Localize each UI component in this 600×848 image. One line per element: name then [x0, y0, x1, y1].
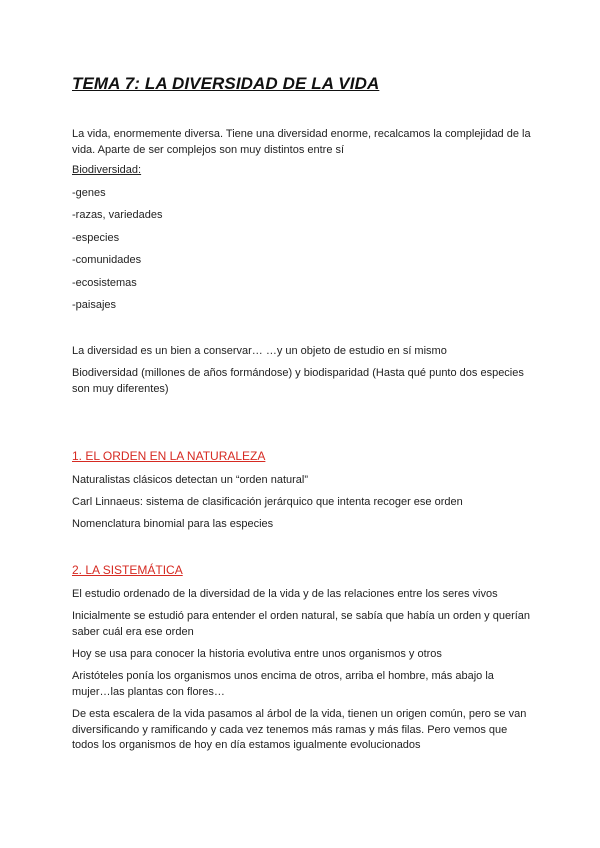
conserve-paragraph: La diversidad es un bien a conservar… …y un objeto de estudio en sí mismo — [72, 345, 447, 357]
biodiversity-item-comunidades: -comunidades — [72, 254, 142, 266]
biodiversity-item-especies: -especies — [72, 232, 120, 244]
section-1-heading: 1. EL ORDEN EN LA NATURALEZA — [72, 449, 266, 463]
section-2-heading: 2. LA SISTEMÁTICA — [72, 563, 183, 577]
intro-paragraph: La vida, enormemente diversa. Tiene una diversidad enorme, recalcamos la complejidad de la vida. Aparte de ser complejos son muy distintos entre sí — [72, 128, 531, 156]
section-2-paragraph: Aristóteles ponía los organismos unos encima de otros, arriba el hombre, más abajo la mujer…las plantas con flores… — [72, 670, 494, 698]
biodiversity-item-genes: -genes — [72, 187, 106, 199]
section-2-paragraph: El estudio ordenado de la diversidad de la vida y de las relaciones entre los seres vivos — [72, 588, 498, 600]
biodiversity-item-ecosistemas: -ecosistemas — [72, 277, 137, 289]
biodiversity-item-razas: -razas, variedades — [72, 209, 163, 221]
section-2-paragraph: Hoy se usa para conocer la historia evolutiva entre unos organismos y otros — [72, 648, 442, 660]
section-1-paragraph: Naturalistas clásicos detectan un “orden natural” — [72, 474, 309, 486]
section-1-paragraph: Nomenclatura binomial para las especies — [72, 518, 274, 530]
section-2-paragraph: Inicialmente se estudió para entender el orden natural, se sabía que había un orden y querían saber cuál era ese orden — [72, 610, 531, 638]
biodiversity-item-paisajes: -paisajes — [72, 299, 117, 311]
biodiversity-label: Biodiversidad: — [72, 164, 142, 176]
section-1-paragraph: Carl Linnaeus: sistema de clasificación jerárquico que intenta recoger ese orden — [72, 496, 463, 508]
page-title: TEMA 7: LA DIVERSIDAD DE LA VIDA — [72, 74, 380, 93]
biodisparity-paragraph: Biodiversidad (millones de años formándose) y biodisparidad (Hasta qué punto dos especies son muy diferentes) — [72, 367, 524, 395]
section-2-paragraph: De esta escalera de la vida pasamos al árbol de la vida, tienen un origen común, pero se van diversificando y ramificando y cada vez tenemos más ramas y más filas. Pero vemos que todos los organismos de hoy en día estamos igualmente evolucionados — [72, 708, 527, 751]
